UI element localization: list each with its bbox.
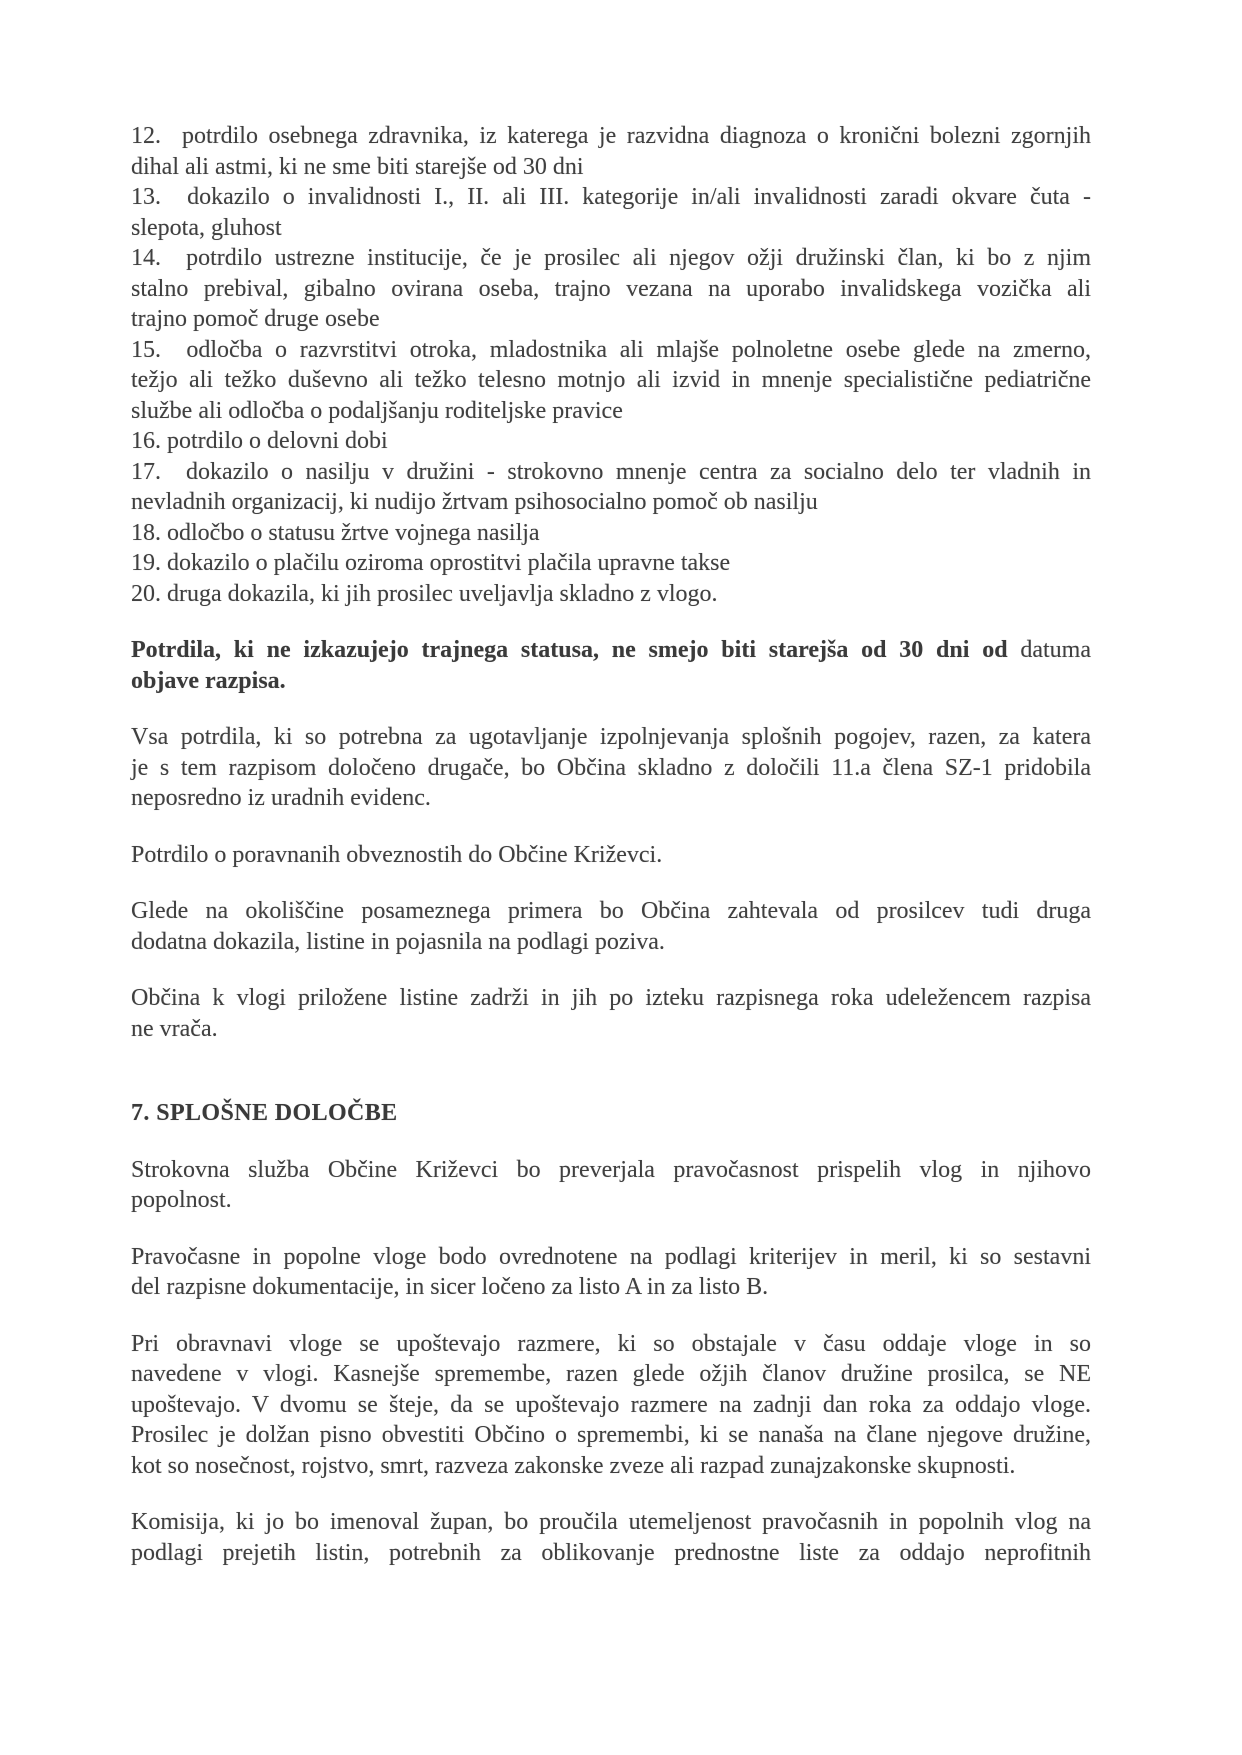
paragraph-vsa-potrdila xyxy=(131,722,1091,814)
list-item-12 xyxy=(131,121,1091,182)
text-run: 20. druga dokazila, ki jih prosilec uveljavlja skladno z vlogo. xyxy=(131,580,718,607)
text-line xyxy=(131,121,1091,152)
text-run: stalno prebival, gibalno ovirana oseba, trajno vezana na uporabo invalidskega vozička ali xyxy=(131,275,1091,302)
text-line xyxy=(131,666,1091,697)
list-item-20 xyxy=(131,579,1091,610)
text-run: 17. dokazilo o nasilju v družini - strokovno mnenje centra za socialno delo ter vladnih in xyxy=(131,458,1091,485)
text-run: dihal ali astmi, ki ne sme biti starejše od 30 dni xyxy=(131,153,584,180)
text-line xyxy=(131,548,1091,579)
text-run: podlagi prejetih listin, potrebnih za oblikovanje prednostne liste za oddajo neprofitnih xyxy=(131,1539,1091,1566)
text-line xyxy=(131,274,1091,305)
text-line xyxy=(131,426,1091,457)
text-line xyxy=(131,304,1091,335)
paragraph-potrdilo-obveznosti xyxy=(131,840,1091,871)
paragraph-komisija xyxy=(131,1507,1091,1568)
text-run: 12. potrdilo osebnega zdravnika, iz katerega je razvidna diagnoza o kronični bolezni zgornjih xyxy=(131,123,1091,149)
paragraph-glede-okoliscine xyxy=(131,896,1091,957)
text-line xyxy=(131,518,1091,549)
text-line xyxy=(131,722,1091,753)
text-run: Pravočasne in popolne vloge bodo ovrednotene na podlagi kriterijev in meril, ki so sestavni xyxy=(131,1243,1091,1270)
text-line xyxy=(131,487,1091,518)
text-run: kot so nosečnost, rojstvo, smrt, razveza zakonske zveze ali razpad zunajzakonske skupnosti. xyxy=(131,1452,1016,1479)
text-run: popolnost. xyxy=(131,1187,232,1213)
text-run: neposredno iz uradnih evidenc. xyxy=(131,785,431,811)
bold-text-run: objave razpisa. xyxy=(131,667,286,694)
text-run: del razpisne dokumentacije, in sicer ločeno za listo A in za listo B. xyxy=(131,1274,769,1300)
list-item-13 xyxy=(131,182,1091,243)
text-line xyxy=(131,1420,1091,1451)
section-heading-7 xyxy=(131,1098,1091,1129)
text-run: datuma xyxy=(1007,637,1091,663)
text-line xyxy=(131,152,1091,183)
list-item-19 xyxy=(131,548,1091,579)
text-line xyxy=(131,983,1091,1014)
text-run: službe ali odločba o podaljšanju roditeljske pravice xyxy=(131,397,623,424)
text-line xyxy=(131,896,1091,927)
text-line xyxy=(131,1359,1091,1390)
list-item-18 xyxy=(131,518,1091,549)
text-run: Prosilec je dolžan pisno obvestiti Občino o spremembi, ki se nanaša na člane njegove družine, xyxy=(131,1422,1091,1448)
paragraph-obcina-k-vlogi xyxy=(131,983,1091,1044)
text-run: Potrdilo o poravnanih obveznostih do Občine Križevci. xyxy=(131,841,663,868)
paragraph-strokovna-sluzba xyxy=(131,1155,1091,1216)
text-line xyxy=(131,1507,1091,1538)
text-line xyxy=(131,1185,1091,1216)
text-line xyxy=(131,1098,1091,1129)
text-line xyxy=(131,335,1091,366)
text-run: je s tem razpisom določeno drugače, bo Občina skladno z določili 11.a člena SZ-1 pridobila xyxy=(131,754,1091,781)
text-run: Glede na okoliščine posameznega primera bo Občina zahtevala od prosilcev tudi druga xyxy=(131,898,1091,924)
text-run: upoštevajo. V dvomu se šteje, da se upoštevajo razmere na zadnji dan roka za oddajo vloge. xyxy=(131,1391,1091,1418)
text-line xyxy=(131,182,1091,213)
text-run: 13. dokazilo o invalidnosti I., II. ali III. kategorije in/ali invalidnosti zaradi okvare čuta - xyxy=(131,184,1091,210)
text-line xyxy=(131,783,1091,814)
list-item-16 xyxy=(131,426,1091,457)
text-line xyxy=(131,1014,1091,1045)
text-run: 14. potrdilo ustrezne institucije, če je prosilec ali njegov ožji družinski član, ki bo z njim xyxy=(131,245,1091,271)
bold-text-run: Potrdila, ki ne izkazujejo trajnega statusa, ne smejo biti starejša od 30 dni od xyxy=(131,637,1008,663)
paragraph-pravocasne-vloge xyxy=(131,1242,1091,1303)
bold-text-run: 7. SPLOŠNE DOLOČBE xyxy=(131,1100,398,1126)
text-line xyxy=(131,365,1091,396)
text-line xyxy=(131,1155,1091,1186)
text-run: slepota, gluhost xyxy=(131,214,282,241)
text-run: Občina k vlogi priložene listine zadrži in jih po izteku razpisnega roka udeležencem razpisa xyxy=(131,985,1091,1011)
text-run: Strokovna služba Občine Križevci bo preverjala pravočasnost prispelih vlog in njihovo xyxy=(131,1156,1091,1183)
text-line xyxy=(131,635,1091,666)
list-item-15 xyxy=(131,335,1091,427)
text-run: dodatna dokazila, listine in pojasnila na podlagi poziva. xyxy=(131,928,665,955)
text-line xyxy=(131,1451,1091,1482)
text-line xyxy=(131,1390,1091,1421)
text-run: nevladnih organizacij, ki nudijo žrtvam psihosocialno pomoč ob nasilju xyxy=(131,489,818,515)
text-line xyxy=(131,457,1091,488)
paragraph-bold-notice xyxy=(131,635,1091,696)
text-run: 18. odločbo o statusu žrtve vojnega nasilja xyxy=(131,519,540,546)
text-run: ne vrača. xyxy=(131,1015,218,1042)
text-run: 15. odločba o razvrstitvi otroka, mladostnika ali mlajše polnoletne osebe glede na zmerno, xyxy=(131,336,1091,363)
text-line xyxy=(131,927,1091,958)
text-line xyxy=(131,1242,1091,1273)
text-run: Vsa potrdila, ki so potrebna za ugotavljanje izpolnjevanja splošnih pogojev, razen, za katera xyxy=(131,724,1091,750)
text-run: Pri obravnavi vloge se upoštevajo razmere, ki so obstajale v času oddaje vloge in so xyxy=(131,1330,1091,1357)
text-run: 19. dokazilo o plačilu oziroma oprostitvi plačila upravne takse xyxy=(131,550,731,576)
paragraph-pri-obravnavi xyxy=(131,1329,1091,1482)
list-item-14 xyxy=(131,243,1091,335)
text-line xyxy=(131,396,1091,427)
text-line xyxy=(131,243,1091,274)
text-line xyxy=(131,213,1091,244)
text-line xyxy=(131,1272,1091,1303)
text-line xyxy=(131,840,1091,871)
text-line xyxy=(131,753,1091,784)
text-run: Komisija, ki jo bo imenoval župan, bo proučila utemeljenost pravočasnih in popolnih vlog na xyxy=(131,1509,1091,1535)
text-line xyxy=(131,579,1091,610)
text-run: 16. potrdilo o delovni dobi xyxy=(131,428,388,454)
text-run: trajno pomoč druge osebe xyxy=(131,306,380,332)
text-line xyxy=(131,1329,1091,1360)
text-run: težjo ali težko duševno ali težko telesno motnjo ali izvid in mnenje specialistične pediatrične xyxy=(131,367,1091,393)
text-run: navedene v vlogi. Kasnejše spremembe, razen glede ožjih članov družine prosilca, se NE xyxy=(131,1361,1091,1387)
text-line xyxy=(131,1538,1091,1569)
document-content xyxy=(131,121,1091,1568)
list-item-17 xyxy=(131,457,1091,518)
